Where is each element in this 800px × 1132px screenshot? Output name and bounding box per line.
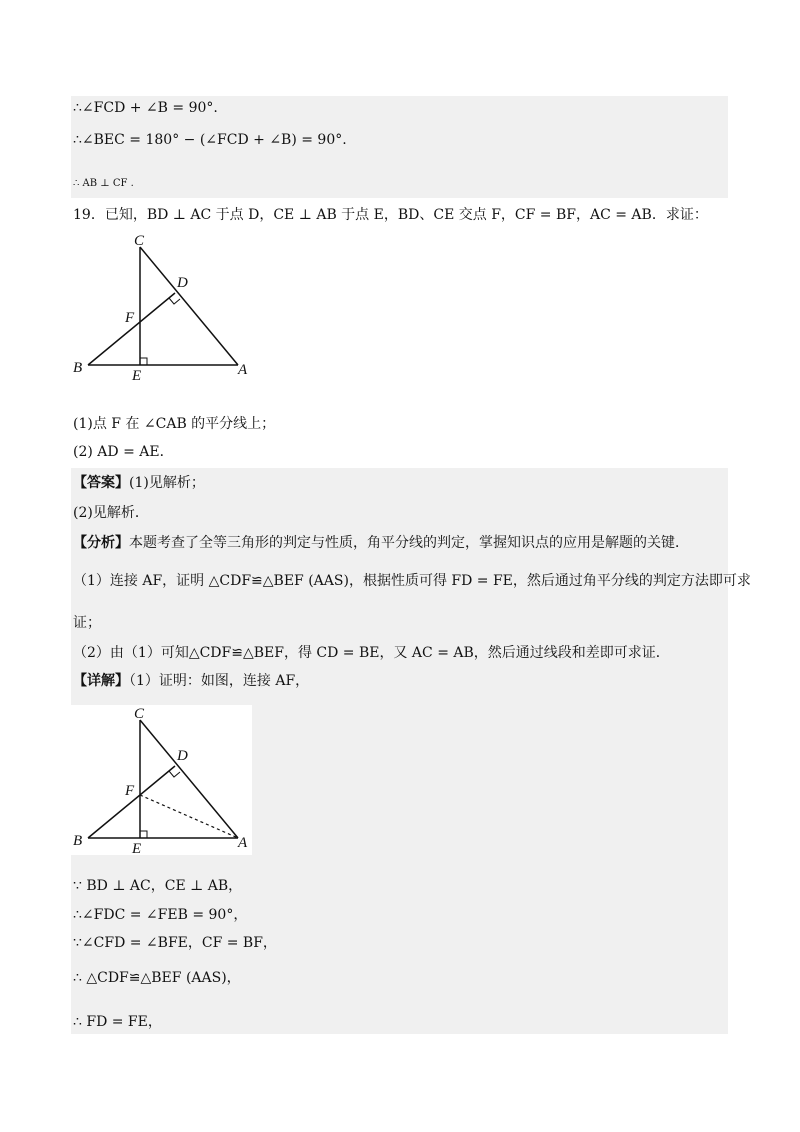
label-C: C: [134, 706, 145, 722]
detail-step-4: ∴ △CDF≌△BEF (AAS)，: [73, 970, 241, 986]
analysis-text: 本题考查了全等三角形的判定与性质，角平分线的判定，掌握知识点的应用是解题的关键．: [129, 535, 689, 551]
top-line-2: ∴∠BEC = 180° − (∠FCD + ∠B) = 90°.: [73, 132, 347, 148]
detail-intro: （1）证明：如图，连接 AF，: [129, 673, 310, 689]
detail-line: [73, 671, 309, 691]
top-line-1: ∴∠FCD + ∠B = 90°.: [73, 100, 218, 116]
analysis-p1: （1）连接 AF，证明 △CDF≌△BEF (AAS)，根据性质可得 FD = FE，然后通过角平分线的判定方法即可求: [73, 573, 751, 589]
label-D: D: [177, 748, 188, 764]
label-C: C: [134, 233, 145, 249]
label-E: E: [132, 368, 142, 382]
detail-label: 【详解】: [73, 673, 129, 689]
triangle-figure-1: [70, 232, 260, 382]
detail-step-3: ∵∠CFD = ∠BFE，CF = BF，: [73, 935, 277, 951]
label-F: F: [125, 783, 135, 799]
label-A: A: [238, 835, 248, 851]
detail-step-1: ∵ BD ⊥ AC，CE ⊥ AB，: [73, 878, 243, 894]
answer-label: 【答案】: [73, 475, 129, 491]
analysis-label: 【分析】: [73, 535, 129, 551]
top-line-3: ∴ AB ⊥ CF .: [73, 178, 134, 189]
label-A: A: [238, 362, 248, 378]
question-part-2: (2) AD = AE．: [73, 444, 174, 460]
label-B: B: [73, 360, 83, 376]
triangle-figure-2: [70, 705, 252, 855]
label-D: D: [177, 275, 188, 291]
analysis-line: [73, 533, 689, 553]
answer-1: (1)见解析；: [129, 475, 205, 491]
answer-line-1: [73, 473, 205, 493]
question-part-1: (1)点 F 在 ∠CAB 的平分线上；: [73, 416, 276, 432]
label-F: F: [125, 310, 135, 326]
label-E: E: [132, 841, 142, 855]
answer-line-2: (2)见解析．: [73, 505, 149, 521]
question-text: 19．已知，BD ⊥ AC 于点 D，CE ⊥ AB 于点 E，BD、CE 交点 F，CF = BF，AC = AB．求证：: [73, 207, 708, 223]
analysis-p1b: 证；: [73, 615, 101, 631]
detail-step-5: ∴ FD = FE，: [73, 1014, 162, 1030]
detail-step-2: ∴∠FDC = ∠FEB = 90°，: [73, 907, 248, 923]
analysis-p2: （2）由（1）可知△CDF≌△BEF，得 CD = BE，又 AC = AB，然后通过线段和差即可求证．: [73, 645, 670, 661]
label-B: B: [73, 833, 83, 849]
